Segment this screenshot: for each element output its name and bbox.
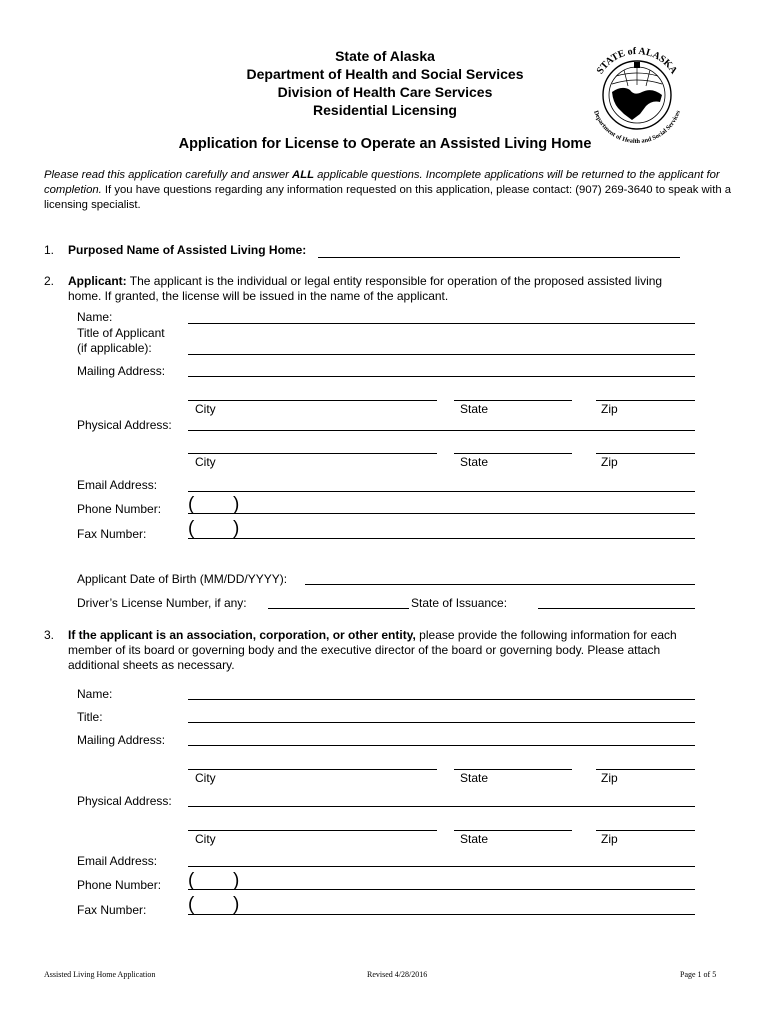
physical-address-field[interactable] — [188, 430, 695, 431]
q2-description — [68, 274, 668, 304]
footer-document-name: Assisted Living Home Application — [44, 970, 156, 979]
q2-number: 2. — [44, 274, 55, 288]
board-mailing-city-caption: City — [195, 771, 216, 785]
phone-area-close: ) — [233, 494, 240, 515]
board-mailing-zip-field[interactable] — [596, 769, 695, 770]
board-physical-label: Physical Address: — [77, 794, 172, 808]
q2-text: The applicant is the individual or legal entity responsible for operation of the proposed assisted living home. If granted, the license will be issued in the name of the applicant. — [68, 274, 663, 303]
physical-city-caption: City — [195, 455, 216, 469]
applicant-title-field[interactable] — [188, 354, 695, 355]
physical-address-label: Physical Address: — [77, 418, 172, 432]
intro-text-1: Please read this application carefully and answer — [44, 169, 293, 181]
intro-emphasis: ALL — [292, 169, 315, 181]
fax-area-close: ) — [233, 518, 240, 539]
agency-unit: Residential Licensing — [313, 102, 457, 118]
mailing-zip-caption: Zip — [601, 402, 618, 416]
license-label: Driver’s License Number, if any: — [77, 596, 247, 610]
board-phone-area-close: ) — [233, 870, 240, 891]
board-physical-state-caption: State — [460, 832, 489, 846]
board-phone-area-open: ( — [188, 870, 195, 891]
mailing-address-label: Mailing Address: — [77, 364, 166, 378]
email-label: Email Address: — [77, 478, 158, 492]
board-email-field[interactable] — [188, 866, 695, 867]
fax-field[interactable] — [188, 538, 695, 539]
board-fax-field[interactable] — [188, 914, 695, 915]
seal-top-text: STATE of ALASKA — [594, 45, 680, 77]
board-mailing-state-caption: State — [460, 771, 489, 785]
seal-bottom-text: Department of Health and Social Services — [592, 109, 682, 146]
intro-text-2: applicable questions. Incomplete applications will be returned to the applicant for completion. — [44, 169, 720, 196]
intro-text-3: If you have questions regarding any information requested on this application, please contact: (907) 269-3640 to speak with a licensing specialist. — [44, 184, 732, 211]
q1-number: 1. — [44, 243, 55, 257]
fax-label: Fax Number: — [77, 527, 147, 541]
applicant-name-field[interactable] — [188, 323, 695, 324]
physical-state-caption: State — [460, 455, 489, 469]
state-seal-logo — [582, 40, 692, 150]
board-fax-area-close: ) — [233, 894, 240, 915]
form-title: Application for License to Operate an Assisted Living Home — [178, 136, 592, 152]
dob-field[interactable] — [305, 584, 695, 585]
mailing-city-caption: City — [195, 402, 216, 416]
q3-description — [68, 628, 688, 673]
q3-bold: If the applicant is an association, corporation, or other entity, — [68, 628, 416, 642]
board-mailing-city-field[interactable] — [188, 769, 437, 770]
mailing-state-field[interactable] — [454, 400, 572, 401]
home-name-field[interactable] — [318, 257, 680, 258]
agency-department: Department of Health and Social Services — [246, 66, 524, 82]
board-name-label: Name: — [77, 687, 113, 701]
applicant-title-label-2: (if applicable): — [77, 341, 152, 355]
footer-page-number: Page 1 of 5 — [680, 970, 717, 979]
agency-division: Division of Health Care Services — [277, 84, 493, 100]
board-title-label: Title: — [77, 710, 103, 724]
board-physical-zip-caption: Zip — [601, 832, 618, 846]
board-phone-field[interactable] — [188, 889, 695, 890]
board-physical-field[interactable] — [188, 806, 695, 807]
board-phone-label: Phone Number: — [77, 878, 162, 892]
board-title-field[interactable] — [188, 722, 695, 723]
q3-number: 3. — [44, 628, 55, 642]
agency-state: State of Alaska — [335, 48, 435, 64]
board-physical-city-caption: City — [195, 832, 216, 846]
applicant-title-label: Title of Applicant — [77, 326, 165, 340]
q2-bold: Applicant: — [68, 274, 127, 288]
license-field[interactable] — [268, 608, 409, 609]
board-mailing-label: Mailing Address: — [77, 733, 166, 747]
phone-area-open: ( — [188, 494, 195, 515]
physical-zip-caption: Zip — [601, 455, 618, 469]
mailing-city-field[interactable] — [188, 400, 437, 401]
dob-label: Applicant Date of Birth (MM/DD/YYYY): — [77, 572, 288, 586]
board-fax-label: Fax Number: — [77, 903, 147, 917]
phone-label: Phone Number: — [77, 502, 162, 516]
fax-area-open: ( — [188, 518, 195, 539]
physical-zip-field[interactable] — [596, 453, 695, 454]
footer-revision: Revised 4/28/2016 — [367, 970, 428, 979]
physical-city-field[interactable] — [188, 453, 437, 454]
issuance-label: State of Issuance: — [411, 596, 508, 610]
board-mailing-state-field[interactable] — [454, 769, 572, 770]
email-field[interactable] — [188, 491, 695, 492]
board-email-label: Email Address: — [77, 854, 158, 868]
board-mailing-zip-caption: Zip — [601, 771, 618, 785]
board-physical-state-field[interactable] — [454, 830, 572, 831]
q1-label: Purposed Name of Assisted Living Home: — [68, 243, 307, 257]
board-mailing-field[interactable] — [188, 745, 695, 746]
board-name-field[interactable] — [188, 699, 695, 700]
applicant-name-label: Name: — [77, 310, 113, 324]
board-fax-area-open: ( — [188, 894, 195, 915]
q3-text: please provide the following information for each member of its board or governing body and the executive director of the board or governing body. Please attach additional sheets as necessary. — [68, 628, 677, 672]
mailing-zip-field[interactable] — [596, 400, 695, 401]
mailing-state-caption: State — [460, 402, 489, 416]
board-physical-city-field[interactable] — [188, 830, 437, 831]
board-physical-zip-field[interactable] — [596, 830, 695, 831]
intro-paragraph — [44, 168, 734, 213]
issuance-field[interactable] — [538, 608, 695, 609]
phone-field[interactable] — [188, 513, 695, 514]
mailing-address-field[interactable] — [188, 376, 695, 377]
physical-state-field[interactable] — [454, 453, 572, 454]
